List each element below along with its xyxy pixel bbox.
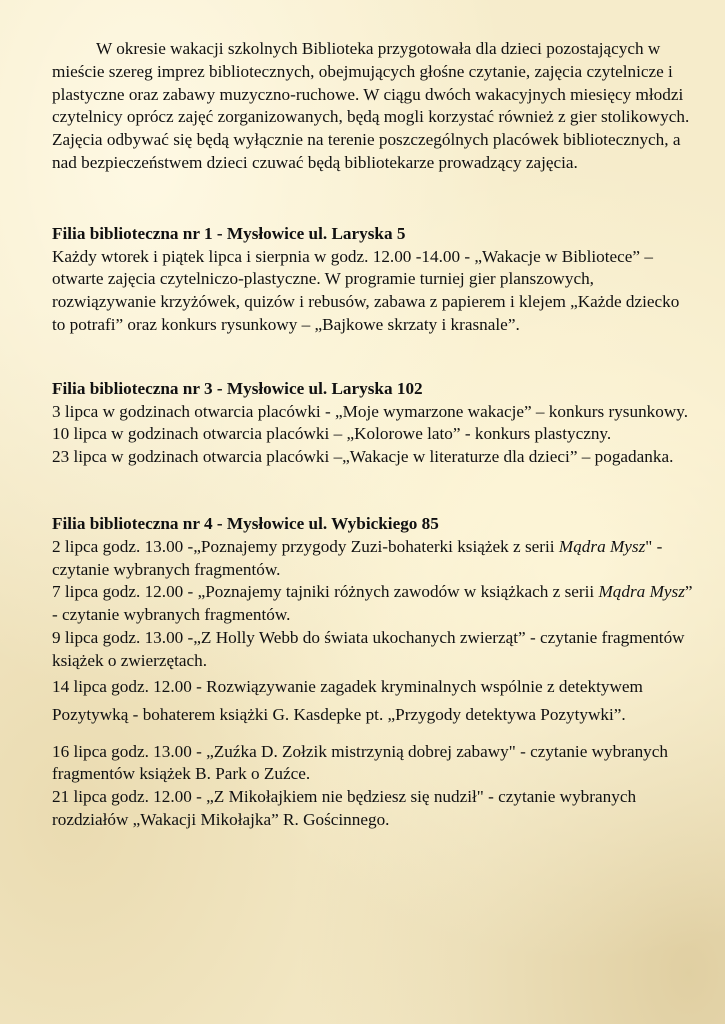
section-heading: Filia biblioteczna nr 4 - Mysłowice ul. Wybickiego 85 xyxy=(52,513,439,533)
entry-text: 7 lipca godz. 12.00 - „Poznajemy tajniki różnych zawodów w książkach z serii xyxy=(52,582,599,602)
event-entry: 23 lipca w godzinach otwarcia placówki –„Wakacje w literaturze dla dzieci” – pogadanka. xyxy=(52,447,674,467)
section-filia-1 xyxy=(52,223,697,337)
series-title: Mądra Mysz xyxy=(598,582,685,602)
entry-text: " - czytanie wybranych fragmentów. xyxy=(52,536,663,579)
event-entry: 16 lipca godz. 13.00 - „Zuźka D. Zołzik mistrzynią dobrej zabawy" - czytanie wybranych fragmentów książek B. Park o Zuźce. xyxy=(52,741,668,784)
event-entry: 3 lipca w godzinach otwarcia placówki - „Moje wymarzone wakacje” – konkurs rysunkowy. xyxy=(52,401,689,421)
section-heading: Filia biblioteczna nr 3 - Mysłowice ul. Laryska 102 xyxy=(52,378,423,398)
event-entry: 9 lipca godz. 13.00 -„Z Holly Webb do świata ukochanych zwierząt” - czytanie fragmentów książek o zwierzętach. xyxy=(52,627,685,670)
event-entry: 14 lipca godz. 12.00 - Rozwiązywanie zagadek kryminalnych wspólnie z detektywem Pozytywką - bohaterem książki G. Kasdepke pt. „Przygody detektywa Pozytywki”. xyxy=(52,676,643,724)
section-filia-3 xyxy=(52,378,697,469)
event-entry: 10 lipca w godzinach otwarcia placówki – „Kolorowe lato” - konkurs plastyczny. xyxy=(52,424,612,444)
section-heading: Filia biblioteczna nr 1 - Mysłowice ul. Laryska 5 xyxy=(52,223,406,243)
entry-text: ” - czytanie wybranych fragmentów. xyxy=(52,582,693,625)
series-title: Mądra Mysz xyxy=(558,536,646,556)
event-entry xyxy=(52,581,697,627)
document-page xyxy=(52,38,697,832)
event-entry xyxy=(52,536,697,582)
event-entry: 21 lipca godz. 12.00 - „Z Mikołajkiem nie będziesz się nudził" - czytanie wybranych rozdziałów „Wakacji Mikołajka” R. Gościnnego. xyxy=(52,787,637,829)
intro-paragraph: W okresie wakacji szkolnych Biblioteka przygotowała dla dzieci pozostających w mieście szereg imprez bibliotecznych, obejmujących głośne czytanie, zajęcia czytelnicze i plastyczne oraz zabawy muzyczno-ruchowe. W ciągu dwóch wakacyjnych miesięcy młodzi czytelnicy oprócz zajęć zorganizowanych, będą mogli korzystać również z gier stolikowych. Zajęcia odbywać się będą wyłącznie na terenie poszczególnych placówek bibliotecznych, a nad bezpieczeństwem dzieci czuwać będą bibliotekarze prowadzący zajęcia. xyxy=(52,39,690,172)
section-filia-4 xyxy=(52,513,697,832)
event-entry: Każdy wtorek i piątek lipca i sierpnia w godz. 12.00 -14.00 - „Wakacje w Bibliotece” – otwarte zajęcia czytelniczo-plastyczne. W programie turniej gier planszowych, rozwiązywanie krzyżówek, quizów i rebusów, zabawa z papierem i klejem „Każde dziecko to potrafi” oraz konkurs rysunkowy – „Bajkowe skrzaty i krasnale”. xyxy=(52,246,680,334)
entry-text: 2 lipca godz. 13.00 -„Poznajemy przygody Zuzi-bohaterki książek z serii xyxy=(52,536,559,556)
